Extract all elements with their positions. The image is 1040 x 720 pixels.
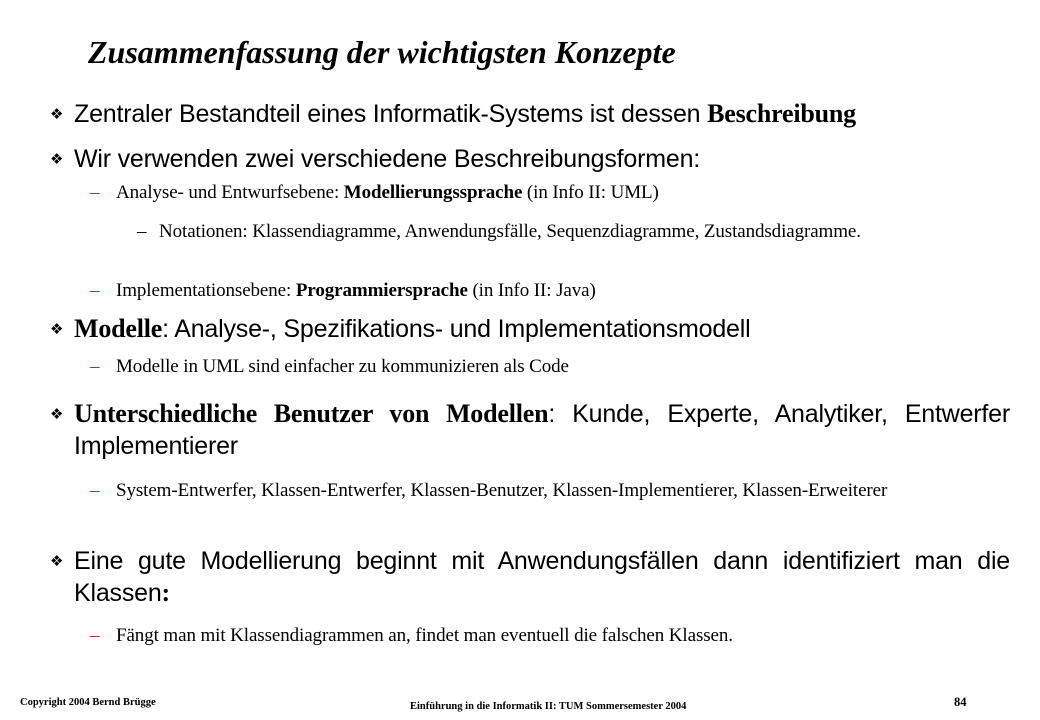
diamond-bullet-icon: ❖ bbox=[50, 105, 64, 123]
bold-term: Modellierungssprache bbox=[343, 182, 523, 203]
sub-item-modellierungssprache: – Analyse- und Entwurfsebene: Modellierungssprache (in Info II: UML) bbox=[90, 182, 659, 203]
bullet-beschreibung: ❖ Zentraler Bestandteil eines Informatik-Systems ist dessen Beschreibung bbox=[50, 99, 856, 128]
footer-course: Einführung in die Informatik II: TUM Sommersemester 2004 bbox=[410, 701, 687, 712]
bold-term: Beschreibung bbox=[707, 99, 856, 128]
dash-icon: – bbox=[90, 182, 100, 203]
dash-icon: – bbox=[90, 480, 100, 501]
diamond-bullet-icon: ❖ bbox=[50, 552, 64, 570]
sub-item-uml-code: – Modelle in UML sind einfacher zu kommunizieren als Code bbox=[90, 356, 569, 377]
bold-term: Unterschiedliche Benutzer von Modellen bbox=[74, 399, 549, 428]
footer-copyright: Copyright 2004 Bernd Brügge bbox=[20, 697, 156, 708]
sub-item-klassendiagramme: – Fängt man mit Klassendiagrammen an, findet man eventuell die falschen Klassen. bbox=[90, 625, 733, 646]
bullet-benutzer: ❖ Unterschiedliche Benutzer von Modellen: Kunde, Experte, Analytiker, Entwerfer Implementierer bbox=[50, 399, 1011, 460]
sub-item-programmiersprache: – Implementationsebene: Programmiersprache (in Info II: Java) bbox=[90, 280, 596, 301]
bullet-modelle: ❖ Modelle: Analyse-, Spezifikations- und Implementationsmodell bbox=[50, 314, 751, 343]
slide-title: Zusammenfassung der wichtigsten Konzepte bbox=[88, 34, 676, 70]
dash-icon: – bbox=[90, 625, 100, 646]
dash-icon: – bbox=[90, 280, 100, 301]
diamond-bullet-icon: ❖ bbox=[50, 405, 64, 423]
bullet-modellierung: ❖ Eine gute Modellierung beginnt mit Anwendungsfällen dann identifiziert man die Klassen: bbox=[50, 547, 1010, 607]
sub-item-rollen: – System-Entwerfer, Klassen-Entwerfer, Klassen-Benutzer, Klassen-Implementierer, Klassen-Erweiterer bbox=[90, 480, 888, 501]
bullet-beschreibungsformen: ❖ Wir verwenden zwei verschiedene Beschreibungsformen: bbox=[50, 145, 701, 173]
subsub-item-notationen: – Notationen: Klassendiagramme, Anwendungsfälle, Sequenzdiagramme, Zustandsdiagramme. bbox=[137, 221, 861, 242]
bold-term: Modelle bbox=[74, 314, 163, 343]
diamond-bullet-icon: ❖ bbox=[50, 150, 64, 168]
dash-icon: – bbox=[90, 356, 100, 377]
bold-term: : bbox=[161, 578, 171, 607]
dash-icon: – bbox=[137, 221, 147, 242]
bold-term: Programmiersprache bbox=[295, 280, 468, 301]
page-number: 84 bbox=[954, 695, 967, 709]
diamond-bullet-icon: ❖ bbox=[50, 320, 64, 338]
